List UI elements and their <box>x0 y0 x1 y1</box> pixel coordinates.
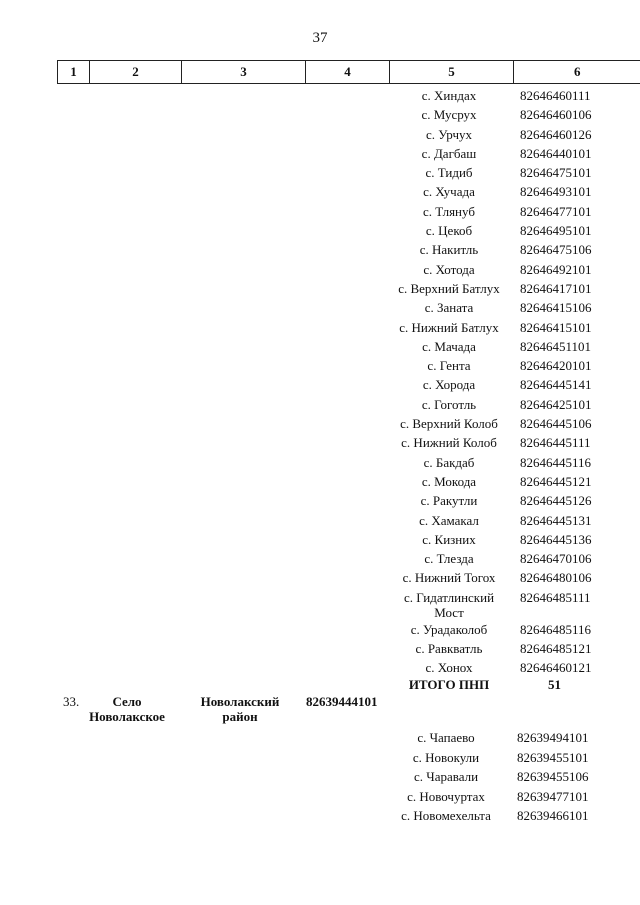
settlement-name: с. Заната <box>424 300 474 316</box>
table-row <box>0 182 640 201</box>
settlement-code: 82646485111 <box>520 589 591 605</box>
settlement-code: 82639477101 <box>517 788 589 804</box>
settlement-name: с. Мусрух <box>421 107 477 123</box>
settlement-code: 82646420101 <box>520 358 592 374</box>
settlement-code: 82646415101 <box>520 319 592 335</box>
settlement-code: 82646445116 <box>520 454 592 470</box>
settlement-code: 82639466101 <box>517 808 589 823</box>
table-header <box>57 60 640 84</box>
settlement-name: с. Хучада <box>423 184 475 200</box>
settlement-code: 82646470106 <box>520 551 592 567</box>
table-row <box>0 568 640 587</box>
settlement-name: с. Накитль <box>419 242 479 258</box>
table-row <box>0 530 640 549</box>
settlement-name: с. Равкватль <box>415 641 483 657</box>
table-row <box>0 202 640 221</box>
settlement-code: 82646492101 <box>520 261 592 277</box>
column-header-2: 2 <box>90 61 182 84</box>
table-row <box>0 337 640 356</box>
settlement-name: с. Мокода <box>421 473 477 489</box>
settlement-name: с. Кизних <box>422 531 476 547</box>
total-label: ИТОГО ПНП <box>408 677 490 692</box>
settlement-code: 82639455101 <box>517 749 589 765</box>
entry-name: Село Новолакское <box>89 694 165 724</box>
table-row <box>0 728 640 748</box>
table-row <box>0 620 640 639</box>
settlement-code: 82646445106 <box>520 416 592 432</box>
settlement-code: 82646485116 <box>520 621 592 637</box>
settlement-code: 82646495101 <box>520 223 592 239</box>
settlement-code: 82639494101 <box>517 730 589 745</box>
settlement-code: 82646480106 <box>520 570 592 586</box>
settlement-name: с. Чапаево <box>417 730 475 745</box>
column-header-1: 1 <box>58 61 90 84</box>
settlement-name: с. Верхний Колоб <box>400 416 498 432</box>
settlement-name: с. Гидатлинский Мост <box>403 589 495 620</box>
table-row <box>0 375 640 394</box>
settlement-name: с. Цекоб <box>425 223 473 239</box>
settlement-name: с. Нижний Тогох <box>402 570 496 586</box>
entry-code: 82639444101 <box>306 694 378 709</box>
table-row <box>0 767 640 787</box>
table-row <box>0 491 640 510</box>
table-row <box>0 433 640 452</box>
column-header-6: 6 <box>514 61 640 84</box>
settlement-code: 82646460111 <box>520 88 591 103</box>
settlement-code: 82646440101 <box>520 145 592 161</box>
settlement-code: 82646475106 <box>520 242 592 258</box>
settlement-name: с. Бакдаб <box>423 454 475 470</box>
settlement-name: с. Новомехельта <box>401 808 491 823</box>
settlement-name: с. Верхний Батлух <box>398 280 500 296</box>
table-row <box>0 588 640 620</box>
settlement-name: с. Новокули <box>412 749 480 765</box>
table-row <box>0 144 640 163</box>
table-row <box>0 318 640 337</box>
table-row <box>0 414 640 433</box>
table-row <box>0 549 640 568</box>
settlement-code: 82646445141 <box>520 377 592 393</box>
settlement-name: с. Дагбаш <box>421 145 477 161</box>
settlement-name: с. Мачада <box>422 338 476 354</box>
table-row <box>0 240 640 259</box>
table-row <box>0 472 640 491</box>
settlement-name: с. Чаравали <box>413 769 479 784</box>
settlement-name: с. Ракутли <box>420 493 478 509</box>
settlement-name: с. Хонох <box>425 660 473 676</box>
settlement-name: с. Урчух <box>425 126 473 142</box>
settlement-name: с. Урадаколоб <box>410 621 488 637</box>
table-row <box>0 806 640 826</box>
column-header-3: 3 <box>182 61 306 84</box>
table-row <box>0 86 640 105</box>
settlement-name: с. Хамакал <box>419 512 479 528</box>
total-value: 51 <box>548 677 561 692</box>
settlement-code: 82646493101 <box>520 184 592 200</box>
settlement-name: с. Хиндах <box>421 88 477 103</box>
settlement-name: с. Нижний Колоб <box>401 435 497 451</box>
entry-number: 33. <box>63 694 80 709</box>
table-row <box>0 356 640 375</box>
settlement-name: с. Тлянуб <box>423 203 475 219</box>
settlement-code: 82646460106 <box>520 107 592 123</box>
table-row <box>0 163 640 182</box>
column-header-5: 5 <box>390 61 514 84</box>
table-row <box>0 298 640 317</box>
settlement-code: 82646451101 <box>520 338 592 354</box>
settlement-name: с. Гоготль <box>421 396 477 412</box>
settlement-code: 82646445136 <box>520 531 592 547</box>
table-row <box>0 395 640 414</box>
settlement-name: с. Нижний Батлух <box>399 319 499 335</box>
settlement-code: 82646445111 <box>520 435 591 451</box>
table-row <box>0 658 640 677</box>
table-row <box>0 105 640 124</box>
table-row <box>0 748 640 768</box>
table-row <box>0 260 640 279</box>
table-row <box>0 639 640 658</box>
settlement-code: 82646475101 <box>520 165 592 181</box>
settlement-code: 82646460126 <box>520 126 592 142</box>
table-row <box>0 221 640 240</box>
settlement-code: 82646445121 <box>520 473 592 489</box>
table-row <box>0 453 640 472</box>
settlement-code: 82646485121 <box>520 641 592 657</box>
settlement-name: с. Хорода <box>422 377 476 393</box>
settlement-name: с. Тлезда <box>424 551 474 567</box>
entry-district: Новолакский район <box>200 694 280 724</box>
settlement-code: 82646417101 <box>520 280 592 296</box>
settlement-code: 82639455106 <box>517 769 589 784</box>
table-row <box>0 511 640 530</box>
table-row <box>0 125 640 144</box>
settlement-name: с. Гента <box>427 358 471 374</box>
settlement-code: 82646415106 <box>520 300 592 316</box>
settlement-code: 82646445131 <box>520 512 592 528</box>
settlement-name: с. Хотода <box>423 261 475 277</box>
page-number: 37 <box>312 30 328 46</box>
settlement-list-2 <box>0 728 640 826</box>
settlement-code: 82646445126 <box>520 493 592 509</box>
settlement-code: 82646460121 <box>520 660 592 676</box>
table-row <box>0 787 640 807</box>
column-header-4: 4 <box>306 61 390 84</box>
settlement-code: 82646425101 <box>520 396 592 412</box>
settlement-list <box>0 86 640 678</box>
settlement-name: с. Новочуртах <box>407 788 485 804</box>
settlement-code: 82646477101 <box>520 203 592 219</box>
table-row <box>0 279 640 298</box>
settlement-name: с. Тидиб <box>425 165 473 181</box>
